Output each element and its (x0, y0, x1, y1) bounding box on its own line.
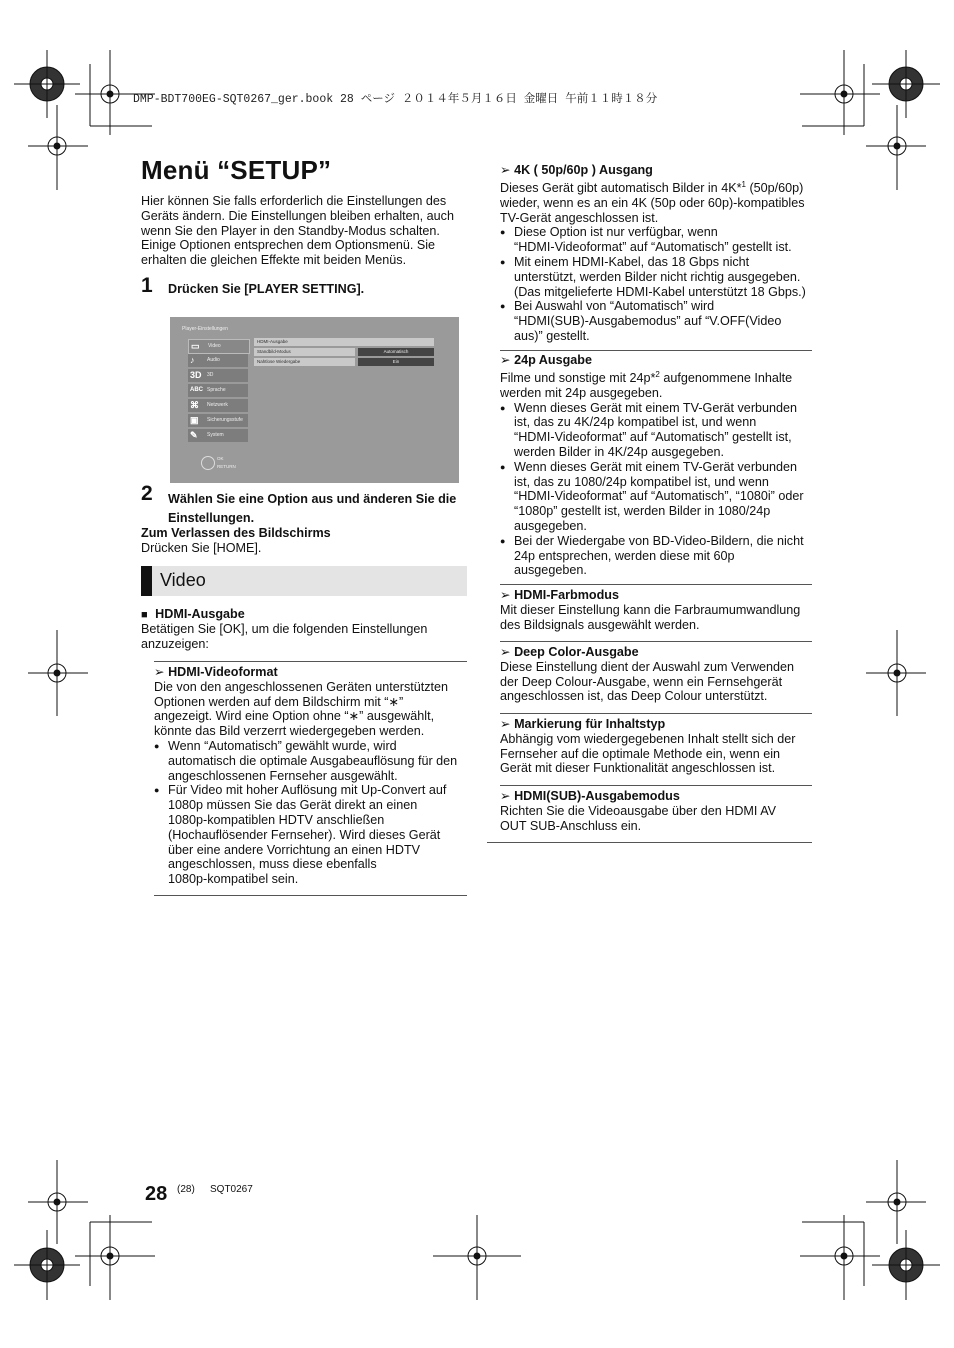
section-title: Video (160, 570, 206, 590)
list-item: ● Für Video mit hoher Auflösung mit Up-Convert auf 1080p müssen Sie das Gerät direkt an einen 1080p-kompatiblen HDTV anschließen (Hochauflösender Fernseher). Wird dieses Gerät über eine andere Vorrichtung an einen HDTV angeschlossen, muss diese ebenfalls 1080p-kompatibel sein. (154, 783, 467, 887)
settings-screenshot (170, 317, 459, 483)
list-item: ● Mit einem HDMI-Kabel, das 18 Gbps nicht unterstützt, werden Bilder nicht richtig ausgegeben. (Das mitgelieferte HDMI-Kabel unterstützt 18 Gbps.) (500, 255, 816, 299)
3d-icon: 3D (190, 370, 202, 380)
intro-line: Hier können Sie falls erforderlich die Einstellungen des (141, 194, 447, 208)
screen-menu-system: ✎ System (188, 429, 248, 442)
intro-line: wenn Sie den Player in den Standby-Modus schalten. (141, 223, 440, 238)
lock-icon: ▣ (190, 415, 199, 425)
inhaltstyp-section: ➢ Markierung für Inhaltstyp Abhängig vom wiedergegebenen Inhalt stellt sich der Fernseher auf die optimale Methode ein, wenn ein Gerät mit dieser Funktionalität angeschlossen ist. (500, 717, 796, 776)
divider (500, 713, 812, 714)
deep-color-section: ➢ Deep Color-Ausgabe Diese Einstellung dient der Auswahl zum Verwenden der Deep Colour-Ausgabe, wenn ein Fernsehgerät angeschlossen ist, das Deep Colour unterstützt. (500, 645, 795, 704)
page-title: Menü “SETUP” (141, 155, 332, 185)
exit-heading: Zum Verlassen des Bildschirms (141, 526, 331, 540)
list-item: ● Bei Auswahl von “Automatisch” wird “HDMI(SUB)-Ausgabemodus” auf “V.OFF(Video aus)” gestellt. (500, 299, 816, 343)
arrow-icon: ➢ (500, 353, 511, 367)
screen-menu-netzwerk: ⌘ Netzwerk (188, 399, 248, 412)
step-1-text: Drücken Sie [PLAYER SETTING]. (168, 282, 365, 296)
list-item: ● Bei der Wiedergabe von BD-Video-Bildern, die nicht 24p entsprechen, werden diese mit 60p ausgegeben. (500, 534, 816, 578)
hdmi-ausgabe-text: Betätigen Sie [OK], um die folgenden Einstellungen anzuzeigen: (141, 622, 428, 651)
screen-ok: OK (217, 456, 224, 461)
screen-return: RETURN (217, 464, 236, 469)
screen-menu-video: ▭ Video (188, 339, 250, 354)
abc-icon: ABC (190, 387, 203, 393)
section-accent (141, 566, 152, 596)
file-header: DMP-BDT700EG-SQT0267_ger.book 28 ページ ２０１４年５月１６日 金曜日 午前１１時１８分 (133, 93, 658, 106)
dpad-icon (201, 456, 215, 470)
divider (487, 842, 812, 843)
network-icon: ⌘ (190, 400, 199, 410)
music-note-icon: ♪ (190, 355, 195, 365)
screen-menu-sprache: ABC Sprache (188, 384, 248, 397)
screen-row: HDMI-Ausgabe (254, 338, 434, 346)
hdmi-ausgabe-heading: ■ HDMI-Ausgabe (141, 607, 245, 621)
hdmi-sub-section: ➢ HDMI(SUB)-Ausgabemodus Richten Sie die Videoausgabe über den HDMI AV OUT SUB-Anschluss ein. (500, 789, 777, 833)
list-item: ● Wenn “Automatisch” gewählt wurde, wird automatisch die optimale Ausgabeauflösung für den angeschlossenen Fernseher ausgewählt. (154, 739, 467, 783)
step-1-number: 1 (141, 274, 153, 297)
wrench-icon: ✎ (190, 430, 198, 440)
divider (500, 785, 812, 786)
arrow-icon: ➢ (500, 588, 511, 602)
divider (500, 641, 812, 642)
screen-row: Nahtlose Wiedergabe Ein (254, 358, 434, 366)
p24-section: ➢ 24p Ausgabe Filme und sonstige mit 24p*$^2$ aufgenommene Inhalte werden mit 24p ausgegeben. ● Wenn dieses Gerät mit einem TV-Gerät verbunden ist, das zu 4K/24p kompatibel ist, und wenn “HDMI-Videoformat” auf “Automatisch” gestellt ist, werden Bilder in 4K/24p ausgegeben. ● Wenn dieses Gerät mit einem TV-Gerät verbunden ist, das zu 1080/24p kompatibel ist, und wenn “HDMI-Videoformat” auf “Automatisch”, “1080i” oder “1080p” gestellt ist, werden Bilder in 1080/24p ausgegeben. ● Bei der Wiedergabe von BD-Video-Bildern, die nicht 24p entsprechen, werden diese mit 60p ausgegeben. (500, 353, 816, 578)
list-item: ● Diese Option ist nur verfügbar, wenn “HDMI-Videoformat” auf “Automatisch” gestellt ist. (500, 225, 816, 255)
videoformat-box: ➢ HDMI-Videoformat Die von den angeschlossenen Geräten unterstützten Optionen werden auf dem Bildschirm mit “∗” angezeigt. Wird eine Option ohne “∗” ausgewählt, könnte das Bild verzerrt wiedergegeben werden. ● Wenn “Automatisch” gewählt wurde, wird automatisch die optimale Ausgabeauflösung für den angeschlossenen Fernseher ausgewählt. ● Für Video mit hoher Auflösung mit Up-Convert auf 1080p müssen Sie das Gerät direkt an einen 1080p-kompatiblen HDTV anschließen (Hochauflösender Fernseher). Wird dieses Gerät über eine andere Vorrichtung an einen HDTV angeschlossen, muss diese ebenfalls 1080p-kompatibel sein. (154, 661, 467, 896)
divider (500, 350, 812, 351)
video-icon: ▭ (191, 341, 200, 351)
arrow-icon: ➢ (500, 789, 511, 803)
screen-menu-3d: 3D 3D (188, 369, 248, 382)
step-2-number: 2 (141, 482, 153, 505)
arrow-icon: ➢ (500, 717, 511, 731)
screen-menu-audio: ♪ Audio (188, 354, 248, 367)
intro-line: Einige Optionen entsprechen dem Optionsmenü. Sie (141, 238, 436, 253)
doc-code: SQT0267 (210, 1184, 253, 1195)
k4-section: ➢ 4K ( 50p/60p ) Ausgang Dieses Gerät gibt automatisch Bilder in 4K*$^1$ (50p/60p) wieder, wenn es an ein 4K (50p oder 60p)-kompatibles TV-Gerät angeschlossen ist. ● Diese Option ist nur verfügbar, wenn “HDMI-Videoformat” auf “Automatisch” gestellt ist. ● Mit einem HDMI-Kabel, das 18 Gbps nicht unterstützt, werden Bilder nicht richtig ausgegeben. (Das mitgelieferte HDMI-Kabel unterstützt 18 Gbps.) ● Bei Auswahl von “Automatisch” wird “HDMI(SUB)-Ausgabemodus” auf “V.OFF(Video aus)” gestellt. (500, 163, 816, 344)
farbmodus-section: ➢ HDMI-Farbmodus Mit dieser Einstellung kann die Farbraumumwandlung des Bildsignals ausgewählt werden. (500, 588, 801, 632)
screen-menu-sicherung: ▣ Sicherungsstufe (188, 414, 248, 427)
list-item: ● Wenn dieses Gerät mit einem TV-Gerät verbunden ist, das zu 4K/24p kompatibel ist, und wenn “HDMI-Videoformat” auf “Automatisch” gestellt ist, werden Bilder in 4K/24p ausgegeben. (500, 401, 816, 460)
arrow-icon: ➢ (500, 645, 511, 659)
screen-row: Standbild-Modus Automatisch (254, 348, 434, 356)
square-bullet-icon: ■ (141, 609, 148, 621)
screen-title: Player-Einstellungen (182, 326, 228, 332)
exit-text: Drücken Sie [HOME]. (141, 541, 262, 555)
page-number: 28 (145, 1183, 168, 1205)
list-item: ● Wenn dieses Gerät mit einem TV-Gerät verbunden ist, das zu 1080/24p kompatibel ist, und wenn “HDMI-Videoformat” auf “Automatisch”, “1080i” oder “1080p” gestellt ist, werden Bilder in 1080/24p ausgegeben. (500, 460, 816, 534)
arrow-icon: ➢ (500, 163, 511, 177)
intro-line: Geräts ändern. Die Einstellungen bleiben erhalten, auch (141, 208, 454, 223)
intro-text (141, 194, 471, 268)
section-header-video (141, 566, 467, 596)
arrow-icon: ➢ (154, 665, 165, 679)
divider (500, 584, 812, 585)
intro-line: erhalten die gleichen Effekte mit beiden Menüs. (141, 253, 407, 268)
step-2-text: Wählen Sie eine Option aus und änderen Sie die Einstellungen. (168, 492, 457, 525)
page-number-paren: (28) (177, 1184, 195, 1195)
